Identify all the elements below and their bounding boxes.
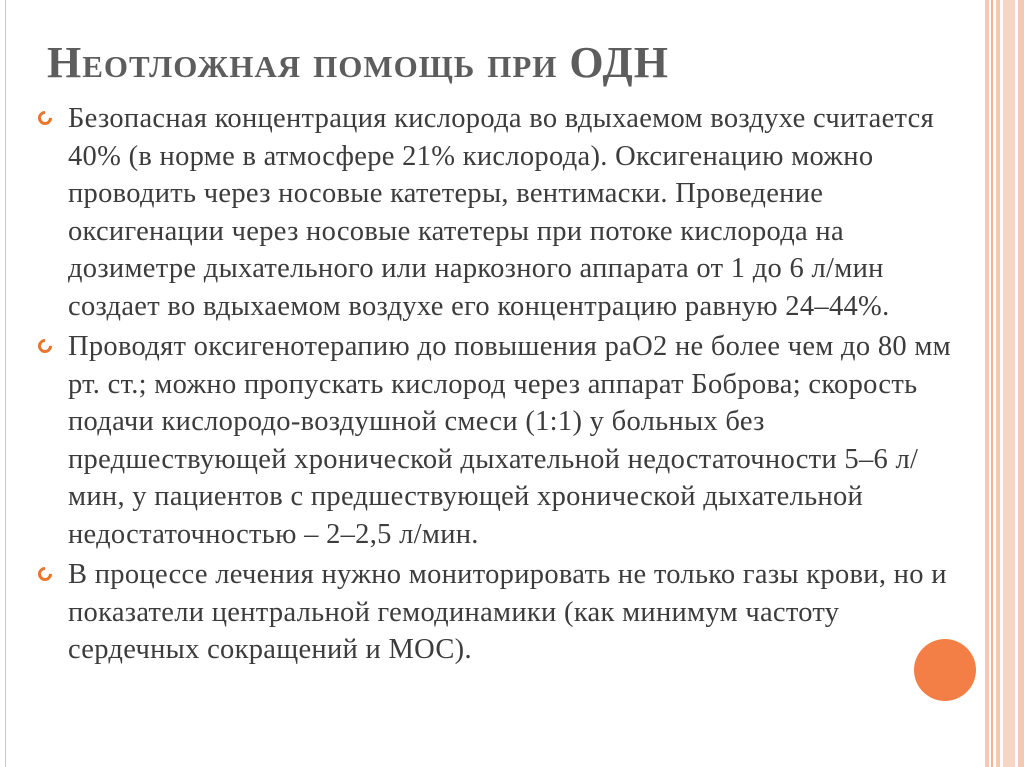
bullet-text: Проводят оксигенотерапию до повышения раО2 не более чем до 80 мм рт. ст.; можно пропускать кислород через аппарат Боброва; скорость подачи кислородо-воздушной смеси (1:1) у больных без предшествующей хронической дыхательной недостаточности 5–6 л/мин, у пациентов с предшествующей хронической дыхательной недостаточностью – 2–2,5 л/мин. (68, 331, 952, 550)
left-frame-line (5, 0, 6, 767)
bullet-item (36, 328, 966, 553)
bullet-text: Безопасная концентрация кислорода во вдыхаемом воздухе считается 40% (в норме в атмосфере 21% кислорода). Оксигенацию можно проводить через носовые катетеры, вентимаски. Проведение оксигенации через носовые катетеры при потоке кислорода на дозиметре дыхательного или наркозного аппарата от 1 до 6 л/мин создает во вдыхаемом воздухе его концентрацию равную 24–44%. (68, 103, 935, 322)
bullet-ring-icon (35, 108, 55, 128)
bullet-item (36, 556, 966, 669)
bullet-list (36, 100, 966, 672)
bullet-text: В процессе лечения нужно мониторировать не только газы крови, но и показатели центральной гемодинамики (как минимум частоту сердечных сокращений и МОС). (68, 559, 947, 665)
slide-title: Неотложная помощь при ОДН (47, 38, 669, 87)
decorative-stripe (1003, 0, 1015, 767)
decorative-circle (914, 639, 976, 701)
decorative-stripe (991, 0, 993, 767)
bullet-ring-icon (35, 564, 55, 584)
bullet-item (36, 100, 966, 325)
bullet-ring-icon (35, 336, 55, 356)
decorative-stripe (996, 0, 1000, 767)
decorative-stripe (1018, 0, 1024, 767)
decorative-stripe (985, 0, 989, 767)
